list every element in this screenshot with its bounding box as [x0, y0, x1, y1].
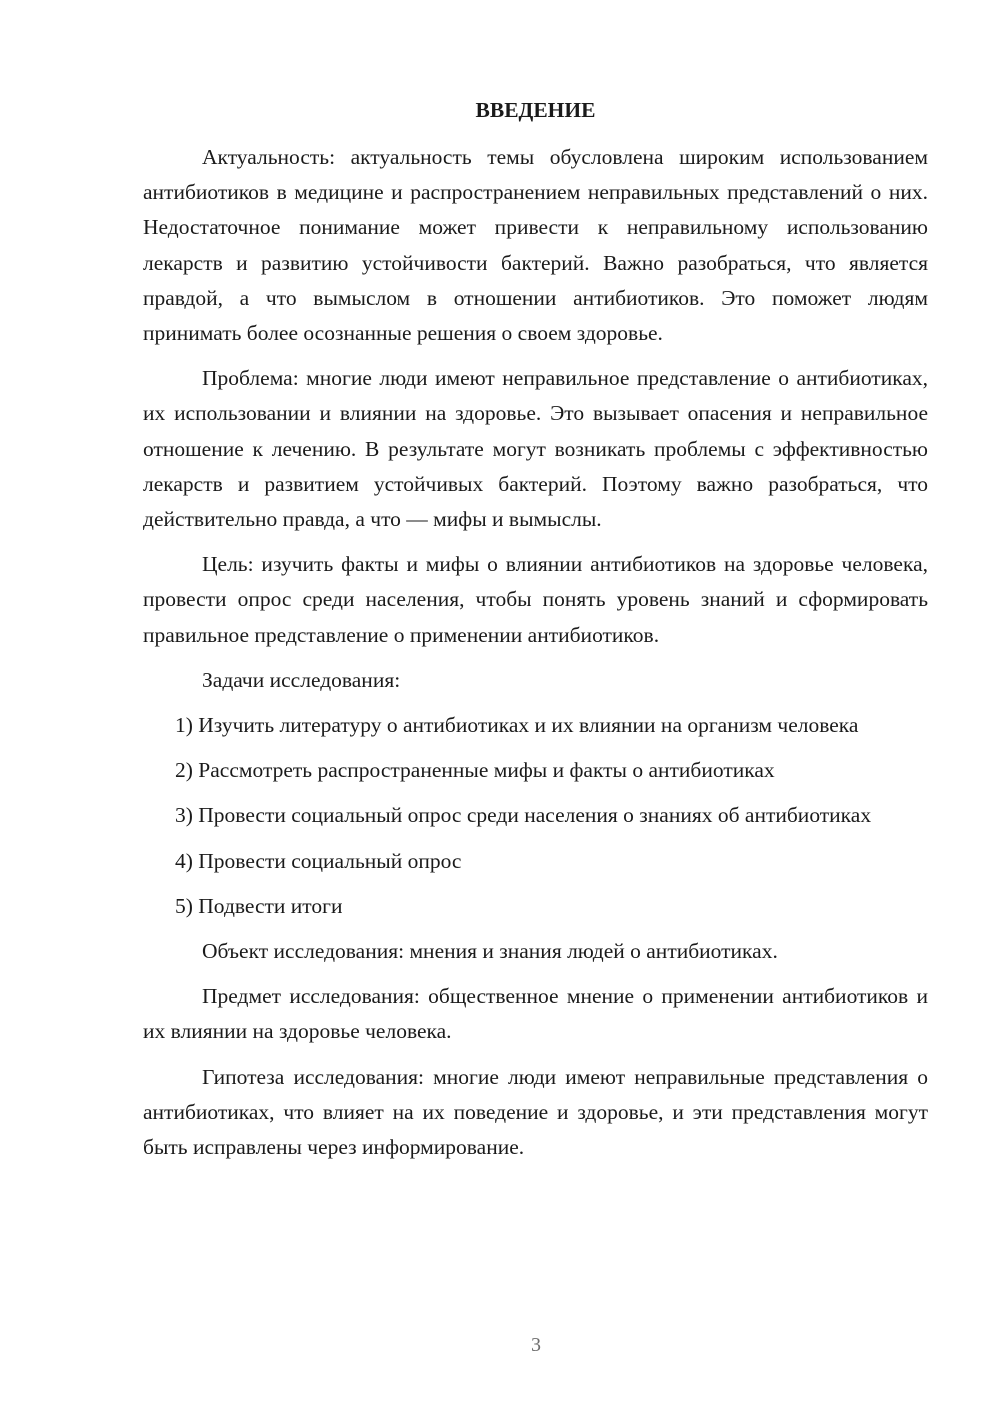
tasks-heading: Задачи исследования: — [202, 667, 401, 692]
page-title: ВВЕДЕНИЕ — [475, 98, 596, 122]
task-item-4: 4) Провести социальный опрос — [175, 848, 462, 873]
object-paragraph: Объект исследования: мнения и знания людей о антибиотиках. — [202, 939, 778, 964]
task-item-3: 3) Провести социальный опрос среди населения о знаниях об антибиотиках — [175, 803, 872, 828]
task-item-1: 1) Изучить литературу о антибиотиках и их влиянии на организм человека — [175, 713, 859, 738]
task-item-5: 5) Подвести итоги — [175, 893, 343, 918]
page-number: 3 — [531, 1334, 541, 1356]
subject-paragraph: Предмет исследования: общественное мнение о применении антибиотиков и их влиянии на здоровье человека. — [143, 984, 928, 1044]
goal-paragraph: Цель: изучить факты и мифы о влиянии антибиотиков на здоровье человека, провести опрос среди населения, чтобы понять уровень знаний и сформировать правильное представление о применении антибиотиков. — [143, 552, 928, 647]
page-content — [143, 92, 928, 1175]
relevance-paragraph: Актуальность: актуальность темы обусловлена широким использованием антибиотиков в медицине и распространением неправильных представлений о них. Недостаточное понимание может привести к неправильному использованию лекарств и развитию устойчивости бактерий. Важно разобраться, что является правдой, а что вымыслом в отношении антибиотиков. Это поможет людям принимать более осознанные решения о своем здоровье. — [143, 145, 928, 346]
hypothesis-paragraph: Гипотеза исследования: многие люди имеют неправильные представления о антибиотиках, что влияет на их поведение и здоровье, и эти представления могут быть исправлены через информирование. — [143, 1064, 928, 1160]
problem-paragraph: Проблема: многие люди имеют неправильное представление о антибиотиках, их использовании и влиянии на здоровье. Это вызывает опасения и неправильное отношение к лечению. В результате могут возникать проблемы с эффективностью лекарств и развитием устойчивых бактерий. Поэтому важно разобраться, что действительно правда, а что — мифы и вымыслы. — [143, 366, 928, 532]
task-item-2: 2) Рассмотреть распространенные мифы и факты о антибиотиках — [175, 758, 775, 783]
